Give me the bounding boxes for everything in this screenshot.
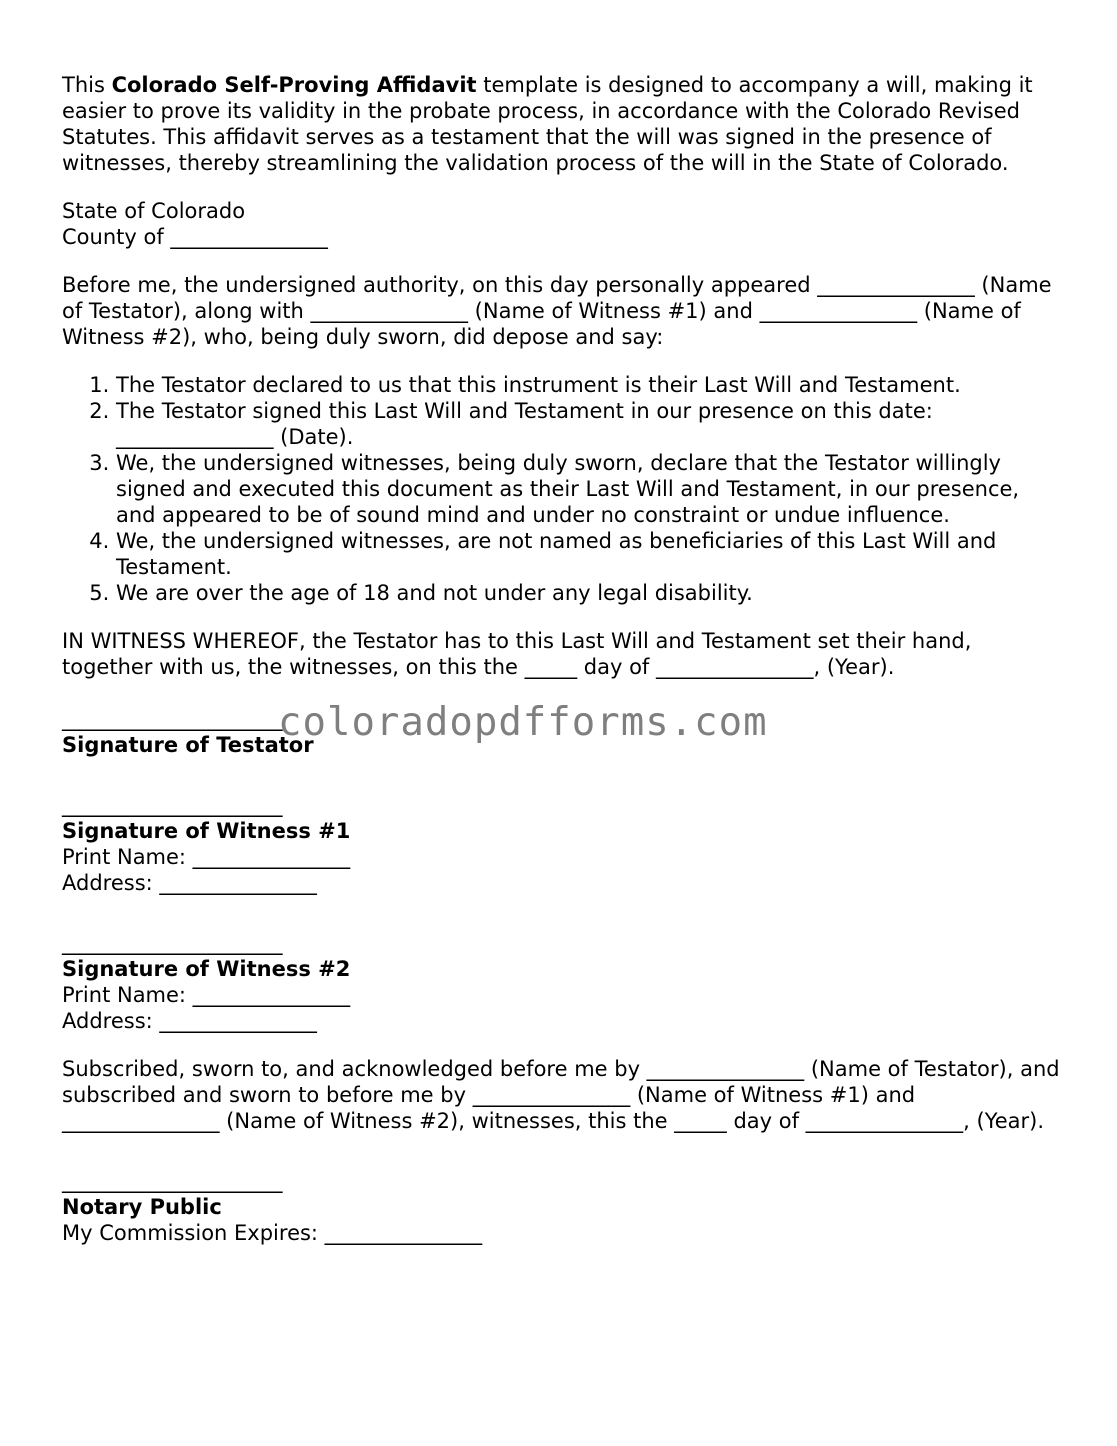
witness2-address: Address: _______________ <box>62 1009 317 1033</box>
declaration-item: 1. The Testator declared to us that this instrument is their Last Will and Testament. <box>116 372 1062 398</box>
witness2-signature-label: Signature of Witness #2 <box>62 957 351 981</box>
notary-clause: Subscribed, sworn to, and acknowledged before me by _______________ (Name of Testator), and subscribed and sworn to before me by _______________ (Name of Witness #1) and _______________ (Name of Witness #2), witnesses, this the _____ day of _______________, (Year). <box>62 1057 1060 1133</box>
notary-signature-line: _____________________ <box>62 1169 283 1193</box>
declarations-list <box>62 372 1062 606</box>
notary-commission-expires: My Commission Expires: _______________ <box>62 1221 483 1245</box>
declaration-item: 5. We are over the age of 18 and not under any legal disability. <box>116 580 1062 606</box>
witness1-signature-label: Signature of Witness #1 <box>62 819 351 843</box>
witness2-print-name: Print Name: _______________ <box>62 983 351 1007</box>
witness1-address: Address: _______________ <box>62 871 317 895</box>
declaration-item: 2. The Testator signed this Last Will and Testament in our presence on this date: _______________ (Date). <box>116 398 1062 450</box>
venue-county: County of _______________ <box>62 225 328 249</box>
witness-clause: IN WITNESS WHEREOF, the Testator has to this Last Will and Testament set their hand, together with us, the witnesses, on this the _____ day of _______________, (Year). <box>62 629 972 679</box>
intro-paragraph <box>62 72 1062 176</box>
witness1-signature-line: _____________________ <box>62 793 283 817</box>
intro-prefix: This <box>62 73 112 97</box>
testator-signature-line: _____________________ <box>62 707 283 731</box>
declaration-item: 3. We, the undersigned witnesses, being duly sworn, declare that the Testator willingly signed and executed this document as their Last Will and Testament, in our presence, and appeared to be of sound mind and under no constraint or undue influence. <box>116 450 1062 528</box>
witness2-signature-line: _____________________ <box>62 931 283 955</box>
venue-block <box>62 198 1062 250</box>
testator-signature-label: Signature of Testator <box>62 733 314 757</box>
document-page <box>62 72 1062 1268</box>
witness1-signature-block <box>62 792 1062 896</box>
appearance-paragraph: Before me, the undersigned authority, on this day personally appeared _______________ (Name of Testator), along with _______________ (Name of Witness #1) and _______________ (Name of Witness #2), who, being duly sworn, did depose and say: <box>62 273 1052 349</box>
notary-signature-block <box>62 1168 1062 1246</box>
site-watermark: coloradopdfforms.com <box>278 700 768 745</box>
notary-signature-label: Notary Public <box>62 1195 222 1219</box>
declaration-item: 4. We, the undersigned witnesses, are not named as beneficiaries of this Last Will and Testament. <box>116 528 1062 580</box>
intro-description: template is designed to accompany a will, making it easier to prove its validity in the probate process, in accordance with the Colorado Revised Statutes. This affidavit serves as a testament that the will was signed in the presence of witnesses, thereby streamlining the validation process of the will in the State of Colorado. <box>62 73 1033 175</box>
witness2-signature-block <box>62 930 1062 1034</box>
witness1-print-name: Print Name: _______________ <box>62 845 351 869</box>
venue-state: State of Colorado <box>62 199 246 223</box>
intro-form-title: Colorado Self-Proving Affidavit <box>111 73 477 97</box>
